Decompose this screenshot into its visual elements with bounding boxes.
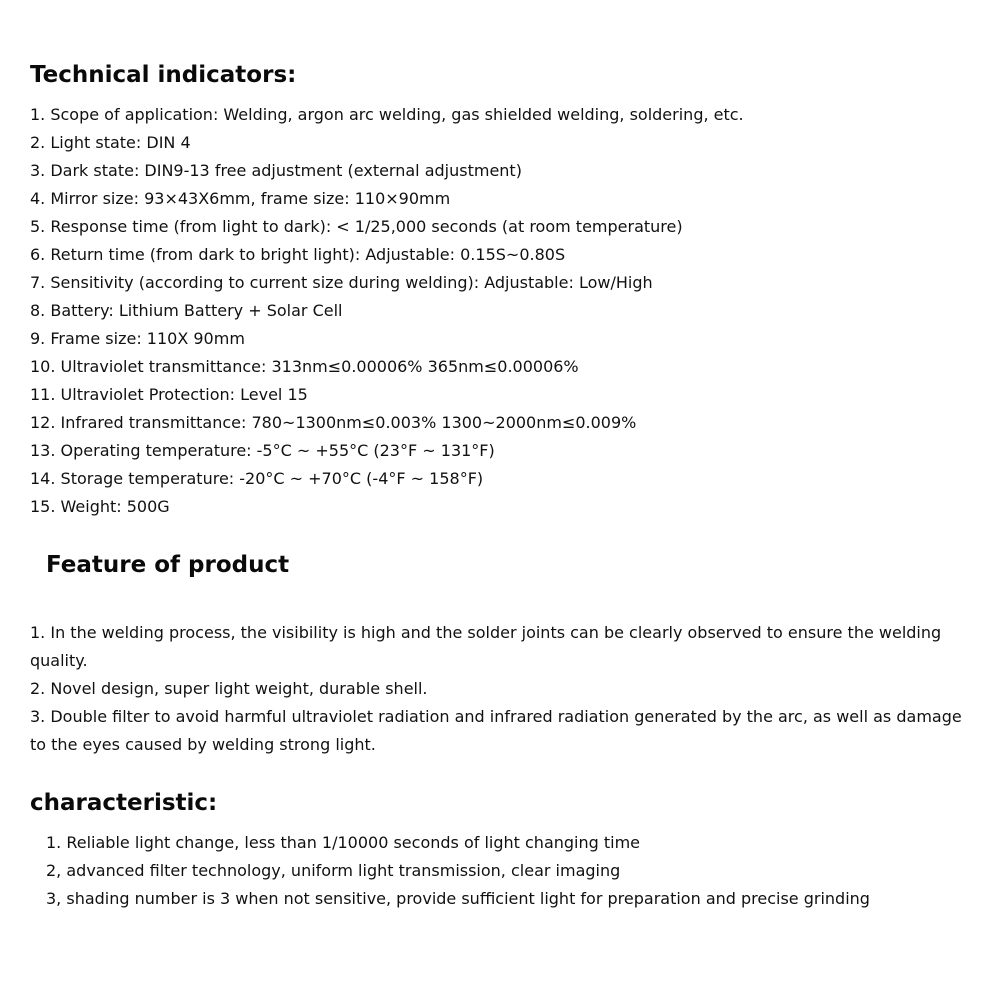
list-item: 1. Scope of application: Welding, argon arc welding, gas shielded welding, soldering, etc. — [30, 105, 744, 124]
list-item: 12. Infrared transmittance: 780~1300nm≤0.003% 1300~2000nm≤0.009% — [30, 413, 637, 432]
list-item: 6. Return time (from dark to bright light): Adjustable: 0.15S~0.80S — [30, 245, 566, 264]
list-item: 2. Novel design, super light weight, durable shell. — [30, 679, 428, 698]
list-item: 1. In the welding process, the visibility is high and the solder joints can be clearly observed to ensure the welding quality. — [30, 623, 942, 670]
technical-indicators-list — [30, 101, 744, 521]
list-item: 7. Sensitivity (according to current size during welding): Adjustable: Low/High — [30, 273, 653, 292]
characteristic-list — [46, 829, 870, 913]
list-item: 15. Weight: 500G — [30, 497, 170, 516]
list-item: 10. Ultraviolet transmittance: 313nm≤0.00006% 365nm≤0.00006% — [30, 357, 579, 376]
list-item: 9. Frame size: 110X 90mm — [30, 329, 245, 348]
characteristic-heading: characteristic: — [30, 790, 218, 816]
list-item: 5. Response time (from light to dark): < 1/25,000 seconds (at room temperature) — [30, 217, 683, 236]
list-item: 13. Operating temperature: -5°C ~ +55°C (23°F ~ 131°F) — [30, 441, 495, 460]
list-item: 11. Ultraviolet Protection: Level 15 — [30, 385, 308, 404]
list-item: 14. Storage temperature: -20°C ~ +70°C (-4°F ~ 158°F) — [30, 469, 484, 488]
feature-of-product-list — [30, 619, 975, 759]
list-item: 8. Battery: Lithium Battery + Solar Cell — [30, 301, 343, 320]
list-item: 2. Light state: DIN 4 — [30, 133, 191, 152]
list-item: 2, advanced filter technology, uniform light transmission, clear imaging — [46, 861, 621, 880]
list-item: 4. Mirror size: 93×43X6mm, frame size: 110×90mm — [30, 189, 451, 208]
technical-indicators-heading: Technical indicators: — [30, 62, 297, 88]
list-item: 3. Double filter to avoid harmful ultraviolet radiation and infrared radiation generated by the arc, as well as damage to the eyes caused by welding strong light. — [30, 707, 962, 754]
list-item: 3. Dark state: DIN9-13 free adjustment (external adjustment) — [30, 161, 522, 180]
list-item: 3, shading number is 3 when not sensitive, provide sufficient light for preparation and precise grinding — [46, 889, 870, 908]
list-item: 1. Reliable light change, less than 1/10000 seconds of light changing time — [46, 833, 641, 852]
feature-of-product-heading: Feature of product — [46, 552, 290, 578]
